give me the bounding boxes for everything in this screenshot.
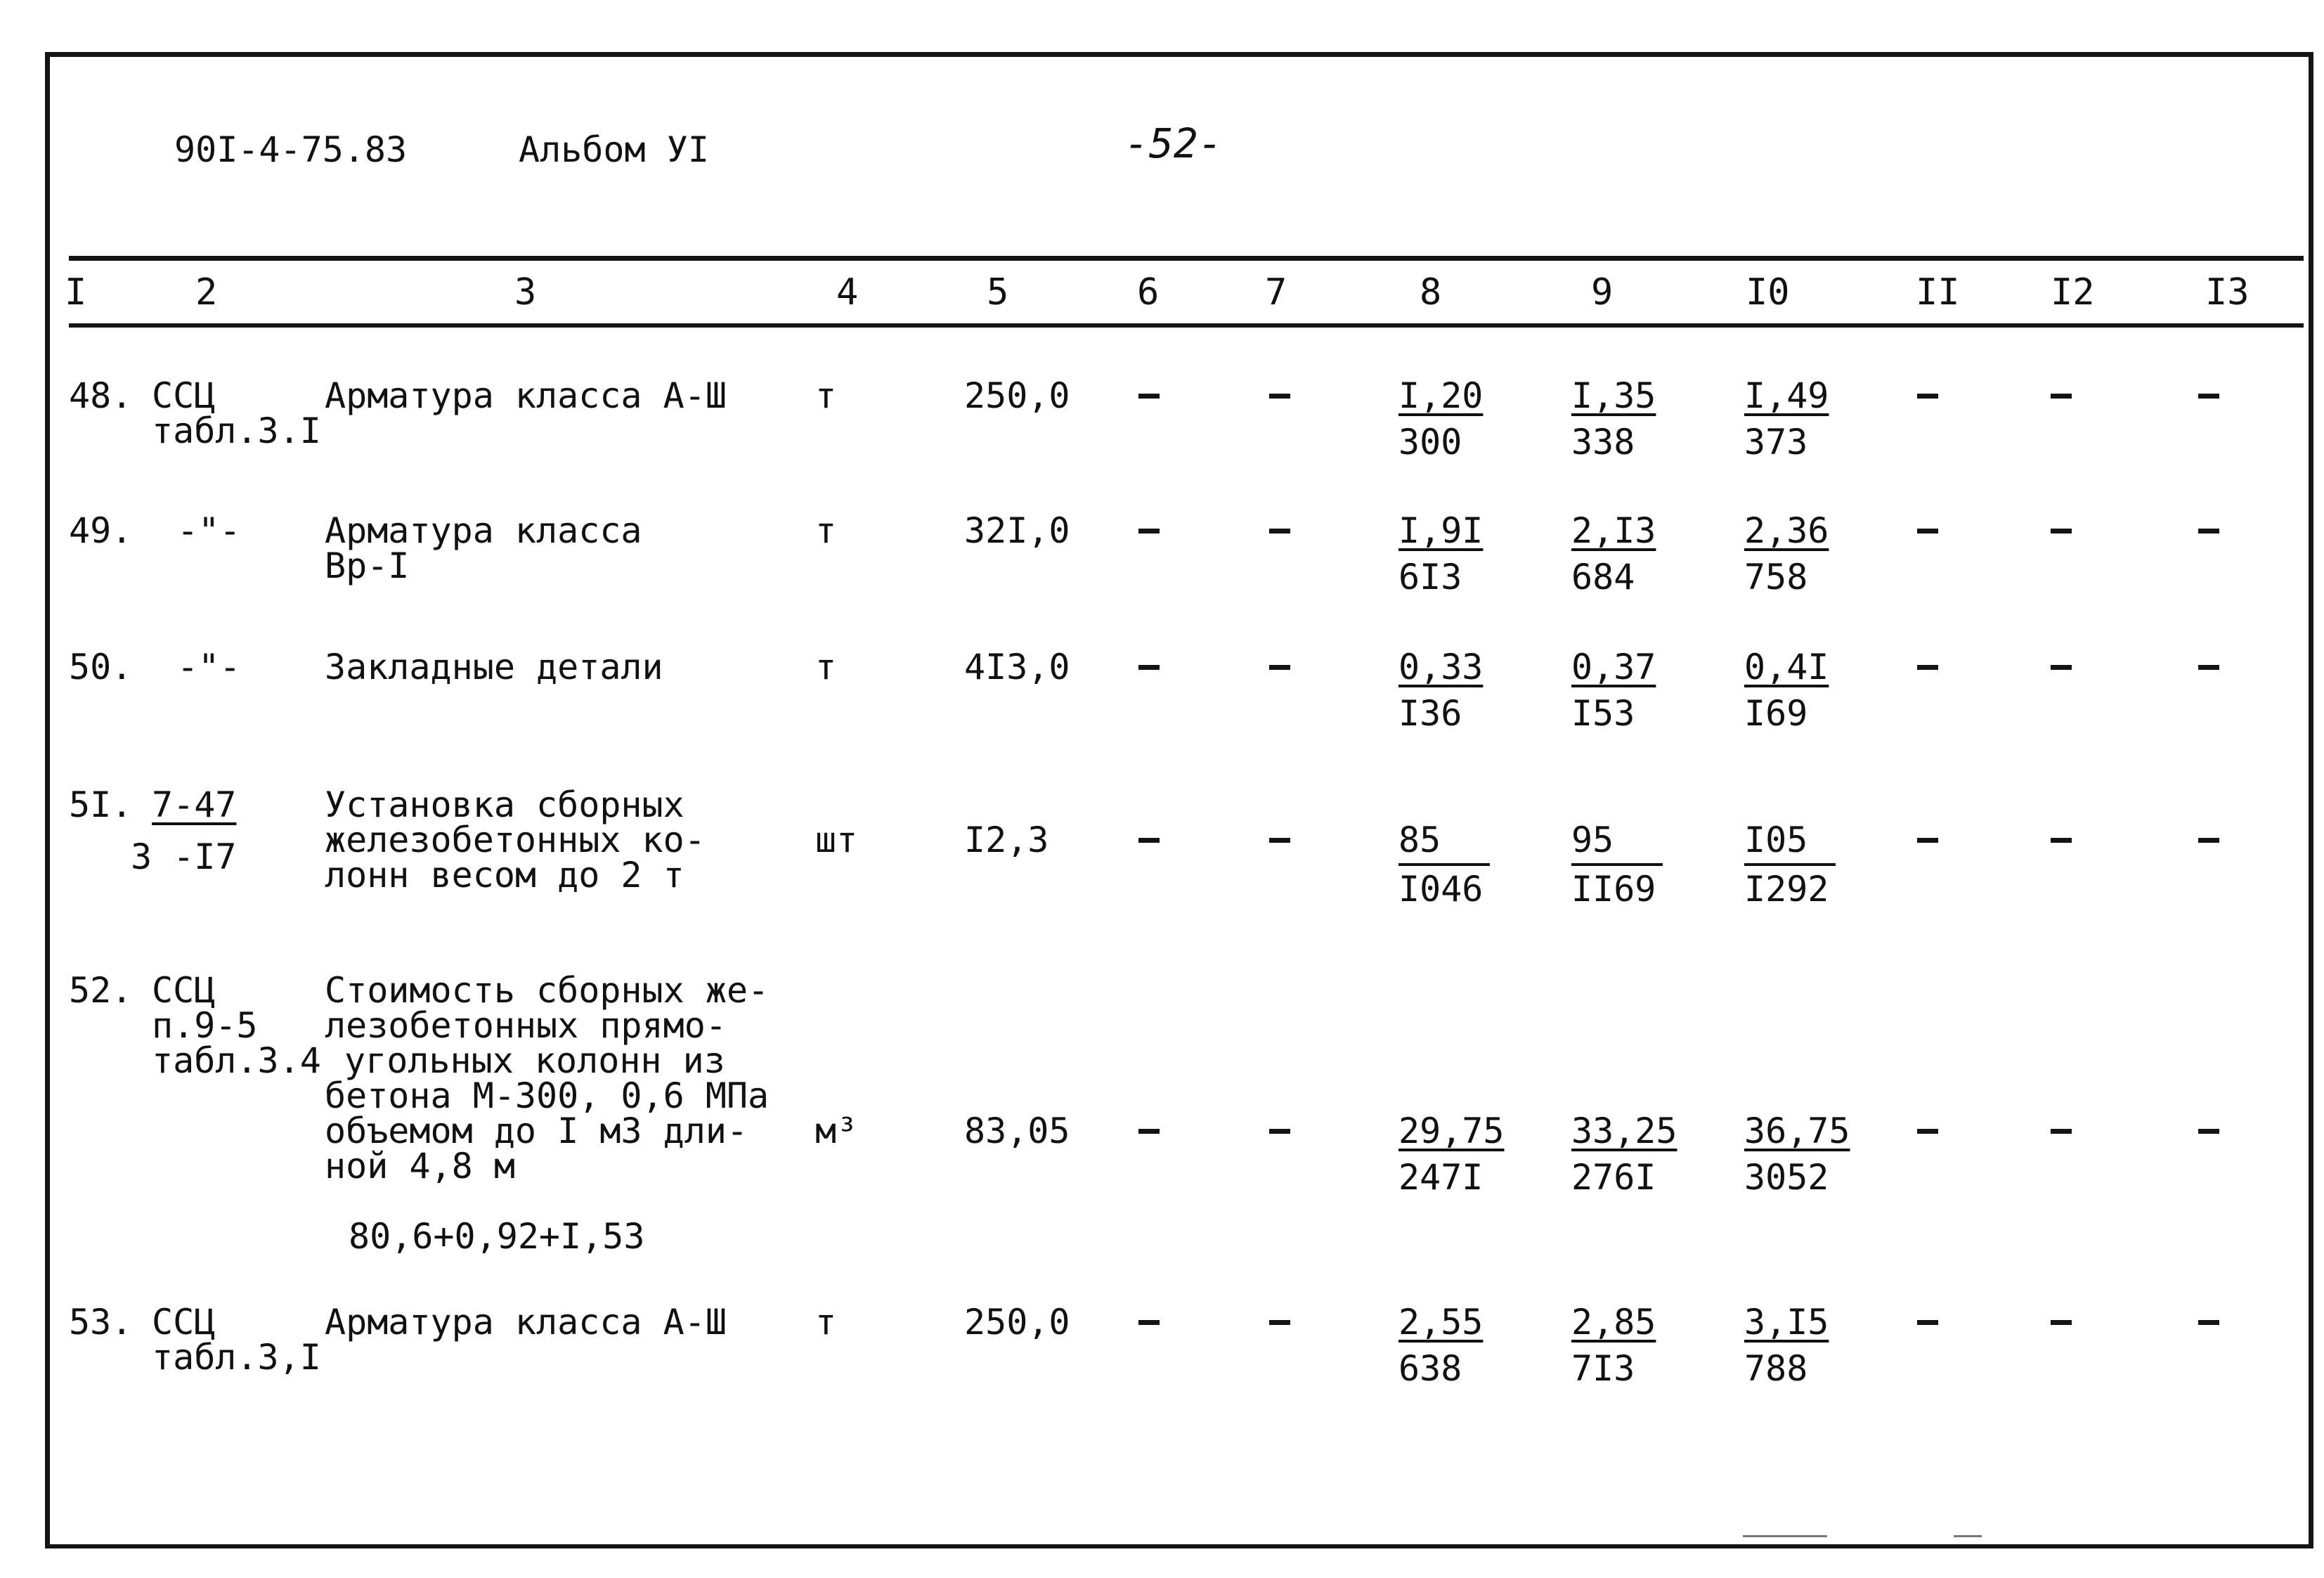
row-description-line: железобетонных ко-: [325, 820, 706, 860]
row-unit: т: [815, 1302, 837, 1343]
row-col10-value: 2,36: [1744, 510, 1829, 551]
row-col9-cost: 7I3: [1571, 1348, 1635, 1389]
document-code: 90I-4-75.83: [174, 129, 408, 170]
row-col10-cost: I69: [1744, 693, 1808, 734]
row-col8-cost: 300: [1398, 422, 1462, 463]
row-col10-value: 36,75: [1744, 1111, 1850, 1151]
row-reference-line: ССЦ: [152, 970, 216, 1011]
row-calculation: 80,6+0,92+I,53: [349, 1216, 645, 1257]
row-col8-cost: 638: [1398, 1348, 1462, 1389]
page-number: -52-: [1124, 119, 1223, 167]
row-description-line: Стоимость сборных же-: [325, 970, 770, 1011]
row-unit: м³: [815, 1111, 858, 1151]
row-reference-line: табл.3.I: [152, 410, 321, 451]
row-col9-cost: II69: [1571, 869, 1656, 910]
row-col6-dash: [1138, 529, 1160, 533]
column-number-13: I3: [2205, 271, 2250, 313]
column-number-4: 4: [836, 271, 859, 313]
row-col7-dash: [1269, 394, 1290, 399]
row-reference-line: табл.3,I: [152, 1337, 321, 1378]
row-description-line: лонн весом до 2 т: [325, 855, 684, 895]
row-col12-dash: [2051, 1129, 2072, 1134]
row-quantity: 250,0: [964, 1302, 1070, 1343]
column-number-1: I: [65, 271, 87, 313]
row-description-line: Закладные детали: [325, 647, 663, 687]
row-col8-value: 0,33: [1398, 647, 1484, 687]
row-col10-cost: I292: [1744, 869, 1829, 910]
row-number: 53.: [69, 1302, 133, 1343]
row-description-line: объемом до I м3 дли-: [325, 1111, 748, 1151]
row-quantity: 32I,0: [964, 510, 1070, 551]
row-number: 52.: [69, 970, 133, 1011]
column-number-2: 2: [195, 271, 218, 313]
row-col8-cost: 247I: [1398, 1157, 1484, 1198]
row-col6-dash: [1138, 394, 1160, 399]
row-description-line: Установка сборных: [325, 784, 684, 825]
row-col9-value: 2,I3: [1571, 510, 1656, 551]
row-col9-value: 0,37: [1571, 647, 1656, 687]
row-col9-value: I,35: [1571, 375, 1656, 416]
row-col12-dash: [2051, 394, 2072, 399]
row-col7-dash: [1269, 838, 1290, 843]
row-reference-line: -"-: [177, 510, 241, 551]
row-reference-line: ССЦ: [152, 1302, 216, 1343]
row-col12-dash: [2051, 838, 2072, 843]
row-col13-dash: [2198, 529, 2219, 533]
row-col13-dash: [2198, 838, 2219, 843]
row-quantity: 250,0: [964, 375, 1070, 416]
row-col6-dash: [1138, 838, 1160, 843]
row-col7-dash: [1269, 1129, 1290, 1134]
row-number: 48.: [69, 375, 133, 416]
row-col8-underline: [1398, 863, 1490, 866]
row-reference-line: -"-: [177, 647, 241, 687]
header-rule-top: [69, 256, 2304, 261]
row-col7-dash: [1269, 529, 1290, 533]
column-number-3: 3: [514, 271, 537, 313]
row-col10-cost: 788: [1744, 1348, 1808, 1389]
column-number-12: I2: [2051, 271, 2095, 313]
row-reference-line: ССЦ: [152, 375, 216, 416]
column-number-5: 5: [987, 271, 1009, 313]
column-number-10: I0: [1746, 271, 1790, 313]
column-number-7: 7: [1265, 271, 1287, 313]
row-unit: т: [815, 375, 837, 416]
row-number: 49.: [69, 510, 133, 551]
row-col10-cost: 373: [1744, 422, 1808, 463]
row-col12-dash: [2051, 665, 2072, 670]
row-col10-value: 0,4I: [1744, 647, 1829, 687]
row-col9-value: 2,85: [1571, 1302, 1656, 1343]
row-col9-cost: 276I: [1571, 1157, 1656, 1198]
column-number-9: 9: [1591, 271, 1614, 313]
column-number-11: II: [1916, 271, 1960, 313]
row-quantity: I2,3: [964, 820, 1049, 860]
row-col9-value: 33,25: [1571, 1111, 1677, 1151]
row-col12-dash: [2051, 1320, 2072, 1325]
row-col9-cost: 338: [1571, 422, 1635, 463]
row-col7-dash: [1269, 1320, 1290, 1325]
row-col11-dash: [1917, 1129, 1938, 1134]
row-col8-value: I,20: [1398, 375, 1484, 416]
row-quantity: 83,05: [964, 1111, 1070, 1151]
column-number-8: 8: [1420, 271, 1442, 313]
row-unit: т: [815, 510, 837, 551]
row-col9-value: 95: [1571, 820, 1614, 860]
row-col8-value: 85: [1398, 820, 1441, 860]
row-col9-cost: I53: [1571, 693, 1635, 734]
column-number-6: 6: [1137, 271, 1160, 313]
row-quantity: 4I3,0: [964, 647, 1070, 687]
row-number: 50.: [69, 647, 133, 687]
row-col11-dash: [1917, 529, 1938, 533]
row-col10-cost: 3052: [1744, 1157, 1829, 1198]
album-label: Альбом УI: [519, 129, 709, 170]
row-col11-dash: [1917, 394, 1938, 399]
row-col10-value: I,49: [1744, 375, 1829, 416]
margin-mark: [1954, 1535, 1982, 1537]
row-col9-underline: [1571, 863, 1663, 866]
row-col8-value: I,9I: [1398, 510, 1484, 551]
row-col9-cost: 684: [1571, 557, 1635, 597]
row-reference-line: табл.3.4: [152, 1040, 321, 1081]
row-col8-value: 29,75: [1398, 1111, 1505, 1151]
row-description-line: Вр-I: [325, 545, 410, 586]
row-col13-dash: [2198, 394, 2219, 399]
row-reference-line: 3 -I7: [131, 836, 237, 877]
row-col8-cost: I046: [1398, 869, 1484, 910]
row-col8-cost: I36: [1398, 693, 1462, 734]
row-description-line: Арматура класса А-Ш: [325, 375, 727, 416]
row-col10-value: 3,I5: [1744, 1302, 1829, 1343]
row-description-line: лезобетонных прямо-: [325, 1005, 727, 1046]
row-description-line: ной 4,8 м: [325, 1146, 515, 1186]
row-col10-underline: [1744, 863, 1836, 866]
row-reference-line: п.9-5: [152, 1005, 258, 1046]
row-col11-dash: [1917, 665, 1938, 670]
row-col11-dash: [1917, 1320, 1938, 1325]
row-col10-value: I05: [1744, 820, 1808, 860]
row-col11-dash: [1917, 838, 1938, 843]
row-col12-dash: [2051, 529, 2072, 533]
row-col8-value: 2,55: [1398, 1302, 1484, 1343]
row-number: 5I.: [69, 784, 133, 825]
row-description-line: Арматура класса: [325, 510, 642, 551]
row-col6-dash: [1138, 665, 1160, 670]
row-description-line: бетона М-300, 0,6 МПа: [325, 1075, 770, 1116]
row-col10-cost: 758: [1744, 557, 1808, 597]
row-col6-dash: [1138, 1320, 1160, 1325]
row-col8-cost: 6I3: [1398, 557, 1462, 597]
row-col13-dash: [2198, 1129, 2219, 1134]
row-description-line: угольных колонн из: [344, 1040, 725, 1081]
row-col6-dash: [1138, 1129, 1160, 1134]
row-unit: т: [815, 647, 837, 687]
margin-mark: [1743, 1535, 1827, 1537]
row-col13-dash: [2198, 1320, 2219, 1325]
row-col7-dash: [1269, 665, 1290, 670]
row-col13-dash: [2198, 665, 2219, 670]
row-unit: шт: [815, 820, 858, 860]
row-reference-line: 7-47: [152, 784, 237, 825]
row-description-line: Арматура класса А-Ш: [325, 1302, 727, 1343]
header-rule-bottom: [69, 323, 2304, 328]
